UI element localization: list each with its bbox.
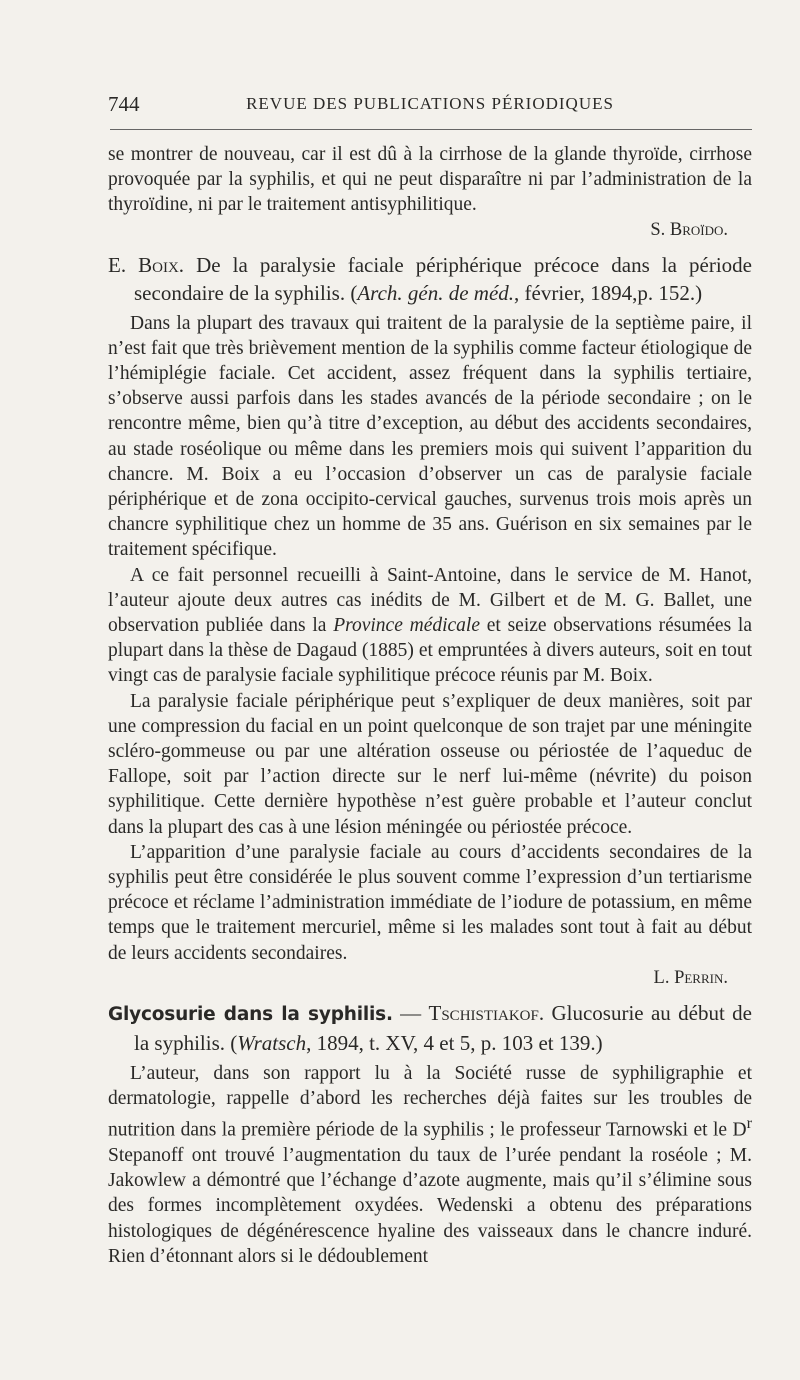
continuation-paragraph: se montrer de nouveau, car il est dû à la cirrhose de la glande thyroïde, cirrhose provoquée par la syphilis, et qui ne peut disparaître ni par l’administration de la thyroïdine, ni par le traitement antisyphilitique.	[108, 144, 752, 216]
page-body	[108, 142, 752, 1269]
page-header	[108, 86, 752, 120]
paragraph: Dans la plupart des travaux qui traitent de la paralysie de la septième paire, il n’est fait que très brièvement mention de la syphilis comme facteur étiologique de l’hémiplégie faciale. Cet accident, assez fréquent dans la syphilis tertiaire, s’observe aussi parfois dans les stades avancés de la période secondaire ; on le rencontre même, bien qu’à titre d’exception, au début des accidents secondaires, au stade roséolique ou même dans les premiers mois qui suivent l’apparition du chancre. M. Boix a eu l’occasion d’observer un cas de paralysie faciale périphérique et de zona occipito-cervical gauches, survenus trois mois après un chancre syphilitique chez un homme de 35 ans. Guérison en six semaines par le traitement spécifique.	[108, 312, 752, 561]
signature-broido: S. Broïdo.	[650, 219, 728, 240]
journal-name: Province médicale	[333, 615, 480, 637]
header-rule	[110, 129, 752, 130]
paragraph	[108, 1061, 752, 1269]
paragraph-text: L’auteur, dans son rapport lu à la Société russe de syphiligraphie et dermatologie, rappelle d’abord les recherches déjà faites sur les troubles de nutrition dans la première période de la syphilis ; le professeur Tarnowski et le D	[108, 1062, 752, 1141]
page-number: 744	[108, 92, 140, 116]
article-citation: , février, 1894,p. 152.)	[514, 280, 703, 305]
paragraph: L’apparition d’une paralysie faciale au cours d’accidents secondaires de la syphilis peut être considérée le plus souvent comme l’expression d’un tertiarisme précoce et réclame l’administration immédiate de l’iodure de potassium, en même temps que le traitement mercuriel, même si les malades sont tout à fait au début de leurs accidents secondaires.	[108, 841, 752, 964]
article-heading-title: Glycosurie dans la syphilis.	[108, 1003, 393, 1025]
heading-dash: —	[392, 1000, 429, 1025]
running-title: REVUE DES PUBLICATIONS PÉRIODIQUES	[246, 94, 614, 113]
article-title: De la paralysie faciale périphérique précoce dans la période secondaire de la syphilis. (	[134, 252, 752, 305]
paragraph-text: A ce fait personnel recueilli à Saint-Antoine, dans le service de M. Hanot, l’auteur ajoute deux autres cas inédits de M. Gilbert et de M. G. Ballet, une observation publiée dans la	[108, 564, 752, 637]
article-citation: , 1894, t. XV, 4 et 5, p. 103 et 139.)	[306, 1030, 603, 1055]
article-author: Tschistiakof.	[428, 1000, 545, 1025]
article-author: E. Boix.	[108, 252, 185, 277]
article-title: Glucosurie au début de la syphilis. (	[134, 1000, 752, 1055]
paragraph-text: Stepanoff ont trouvé l’augmentation du taux de l’urée pendant la roséole ; M. Jakowlew a démontré que l’échange d’azote augmente, mais qu’il s’élimine sous des formes incomplètement oxydées. Wedenski a obtenu des préparations histologiques de dégénérescence hyaline des vaisseaux dans le chancre induré. Rien d’étonnant alors si le dédoublement	[108, 1145, 752, 1267]
article-heading-glycosurie	[108, 999, 752, 1057]
article-heading-boix	[108, 251, 752, 307]
superscript: r	[746, 1114, 752, 1133]
paragraph: La paralysie faciale périphérique peut s’expliquer de deux manières, soit par une compression du facial en un point quelconque de son trajet par une méningite scléro-gommeuse ou par une altération osseuse ou périostée de l’aqueduc de Fallope, soit par l’action directe sur le nerf lui-même (névrite) du poison syphilitique. Cette dernière hypothèse n’est guère probable et l’auteur conclut dans la plupart des cas à une lésion méningée ou périostée précoce.	[108, 690, 752, 838]
signature-perrin: L. Perrin.	[653, 967, 728, 988]
journal-name: Wratsch	[237, 1030, 307, 1055]
paragraph-text: et seize observations résumées la plupart dans la thèse de Dagaud (1885) et empruntées à divers auteurs, soit en tout vingt cas de paralysie faciale syphilitique précoce réunis par M. Boix.	[108, 615, 752, 687]
paragraph	[108, 563, 752, 689]
journal-name: Arch. gén. de méd.	[357, 280, 515, 305]
